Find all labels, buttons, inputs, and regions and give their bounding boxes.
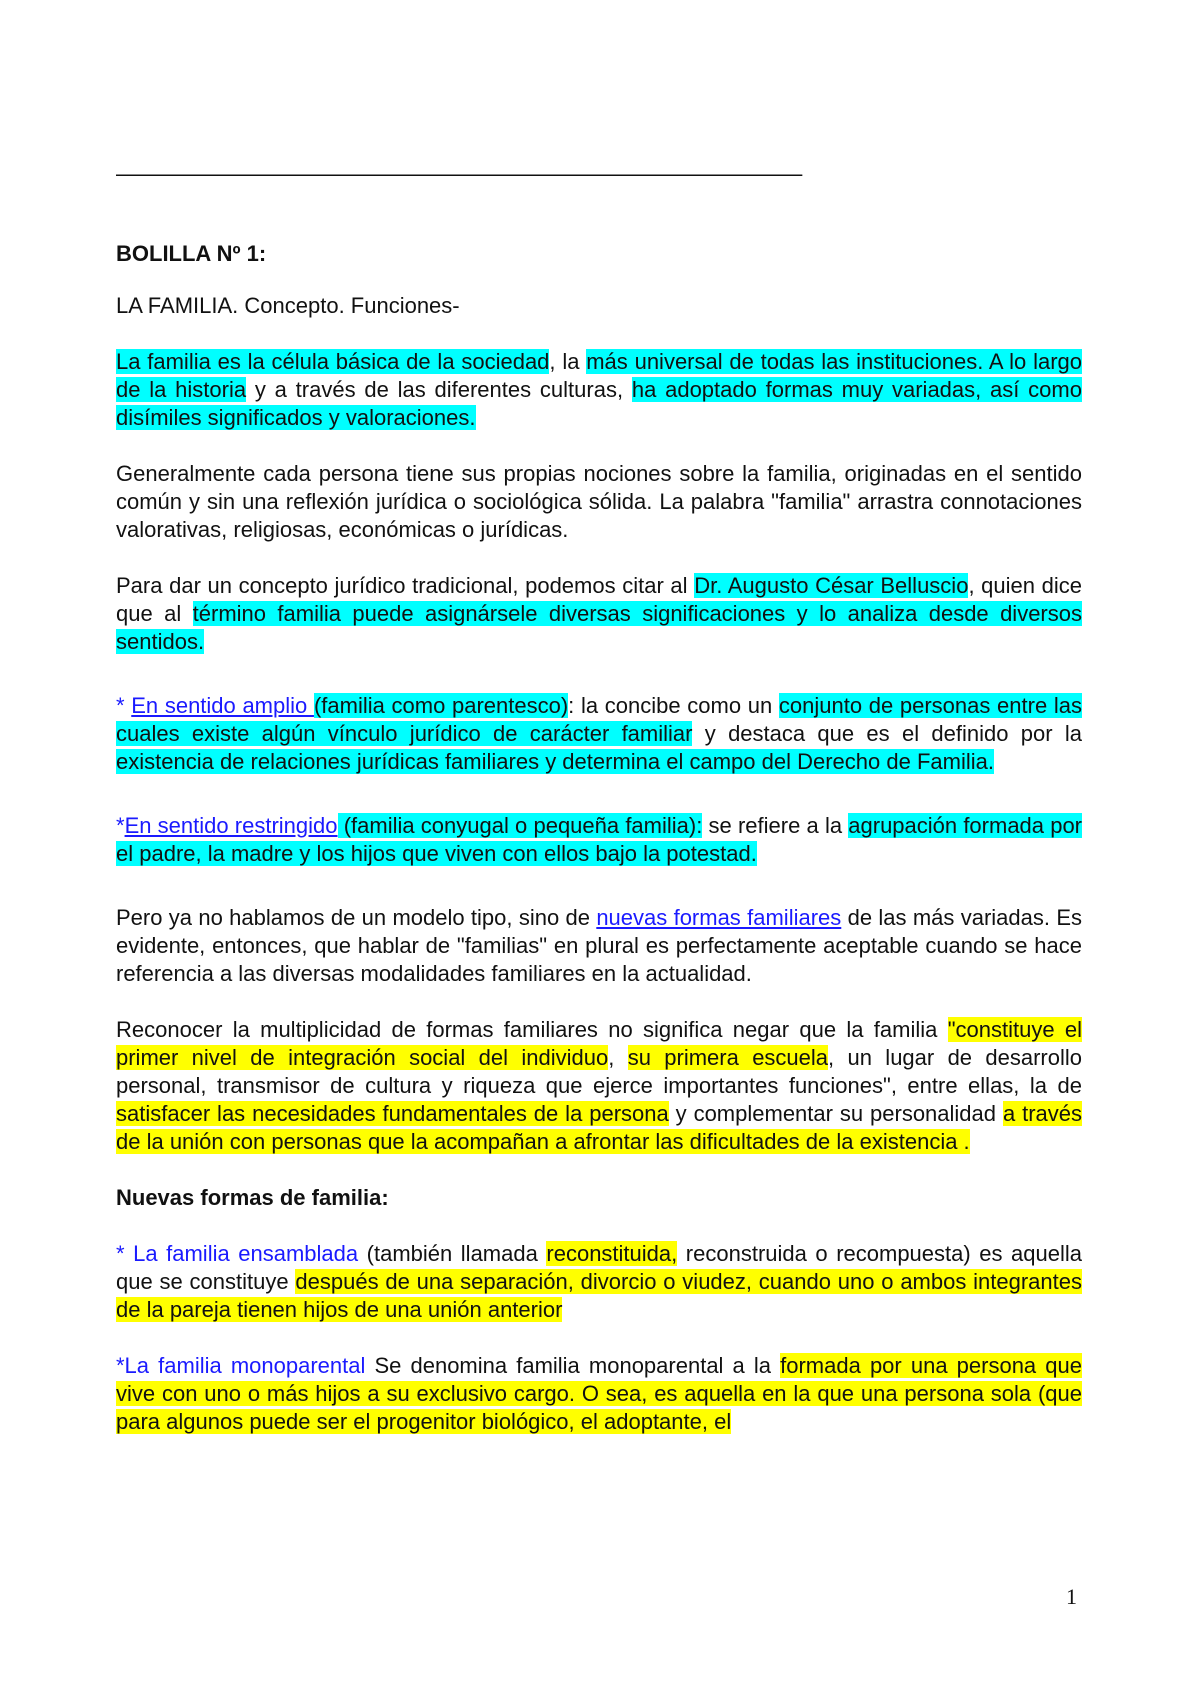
- text-run: Se denomina familia monoparental a la: [365, 1353, 781, 1378]
- text-run: se refiere a la: [702, 813, 849, 838]
- text-run: Pero ya no hablamos de un modelo tipo, sino de: [116, 905, 597, 930]
- text-run: y complementar su personalidad: [668, 1101, 1003, 1126]
- highlight: más universal de todas las instituciones. A lo largo de la historia: [116, 349, 1082, 402]
- text-run: reconstruida o recompuesta) es aquella que se constituye: [116, 1241, 1082, 1294]
- highlight: existencia de relaciones jurídicas familiares y determina el campo del Derecho de Familia.: [116, 749, 994, 774]
- paragraph-belluscio: [116, 572, 1082, 656]
- paragraph-definition: [116, 348, 1082, 432]
- link-sentido-restringido[interactable]: En sentido restringido: [124, 813, 338, 838]
- text-run: Para dar un concepto jurídico tradicional, podemos citar al: [116, 573, 695, 598]
- highlight: a través de la unión con personas que la acompañan a afrontar las dificultades de la existencia .: [116, 1101, 1082, 1154]
- document-body: [116, 160, 1082, 1436]
- text-run: y a través de las diferentes culturas,: [246, 377, 632, 402]
- paragraph-multiplicidad: [116, 1016, 1082, 1156]
- paragraph-notions: Generalmente cada persona tiene sus propias nociones sobre la familia, originadas en el sentido común y sin una reflexión jurídica o sociológica sólida. La palabra "familia" arrastra connotaciones valorativas, religiosas, económicas o jurídicas.: [116, 461, 1082, 542]
- link-sentido-amplio[interactable]: En sentido amplio: [131, 693, 314, 718]
- paragraph-nuevas-formas: [116, 904, 1082, 988]
- text-run: , la: [549, 349, 587, 374]
- page-number: 1: [1066, 1584, 1077, 1609]
- highlight: término familia puede asignársele diversas significaciones y lo analiza desde diversos sentidos.: [116, 601, 1082, 654]
- highlight: reconstituida,: [546, 1241, 678, 1266]
- bullet: *: [116, 813, 125, 838]
- term-familia-ensamblada: * La familia ensamblada: [116, 1241, 359, 1266]
- paragraph-familia-ensamblada: [116, 1240, 1082, 1324]
- text-run: y destaca que es el definido por la: [692, 721, 1082, 746]
- highlight: satisfacer las necesidades fundamentales de la persona: [116, 1101, 669, 1126]
- text-run: (también llamada: [358, 1241, 547, 1266]
- section-heading: BOLILLA Nº 1:: [116, 241, 267, 266]
- highlight: ha adoptado formas muy variadas, así como disímiles significados y valoraciones.: [116, 377, 1082, 430]
- text-run: , quien dice que al: [116, 573, 1082, 626]
- highlight: La familia es la célula básica de la sociedad: [116, 349, 550, 374]
- text-run: de las más variadas. Es evidente, entonces, que hablar de "familias" en plural es perfectamente aceptable cuando se hace referencia a las diversas modalidades familiares en la actualidad.: [116, 905, 1082, 986]
- highlight: su primera escuela: [627, 1045, 829, 1070]
- text-run: Reconocer la multiplicidad de formas familiares no significa negar que la familia: [116, 1017, 948, 1042]
- highlight: formada por una persona que vive con uno o más hijos a su exclusivo cargo. O sea, es aquella en la que una persona sola (que para algunos puede ser el progenitor biológico, el adoptante, el: [116, 1353, 1082, 1434]
- highlight: (familia como parentesco): [313, 693, 569, 718]
- highlight: "constituye el primer nivel de integración social del individuo: [116, 1017, 1082, 1070]
- subtitle: LA FAMILIA. Concepto. Funciones-: [116, 293, 460, 318]
- highlight: conjunto de personas entre las cuales existe algún vínculo jurídico de carácter familiar: [116, 693, 1082, 746]
- link-nuevas-formas-familiares[interactable]: nuevas formas familiares: [596, 905, 842, 930]
- bullet: *: [116, 693, 132, 718]
- text-run: , un lugar de desarrollo personal, transmisor de cultura y riqueza que ejerce importantes funciones", entre ellas, la de: [116, 1045, 1082, 1098]
- highlight: agrupación formada por el padre, la madre y los hijos que viven con ellos bajo la potestad.: [116, 813, 1083, 866]
- paragraph-familia-monoparental: [116, 1352, 1082, 1436]
- text-run: ,: [608, 1045, 628, 1070]
- highlight: Dr. Augusto César Belluscio: [694, 573, 969, 598]
- subheading-nuevas-formas: Nuevas formas de familia:: [116, 1185, 389, 1210]
- paragraph-sentido-restringido: [116, 812, 1082, 868]
- separator-line: –––––––––––––––––––––––––––––––––––––––––––––––––––––––––––––: [116, 161, 802, 186]
- term-familia-monoparental: *La familia monoparental: [116, 1353, 366, 1378]
- highlight: después de una separación, divorcio o viudez, cuando uno o ambos integrantes de la pareja tienen hijos de una unión anterior: [116, 1269, 1082, 1322]
- highlight: (familia conyugal o pequeña familia):: [337, 813, 703, 838]
- text-run: : la concibe como un: [568, 693, 779, 718]
- paragraph-sentido-amplio: [116, 692, 1082, 776]
